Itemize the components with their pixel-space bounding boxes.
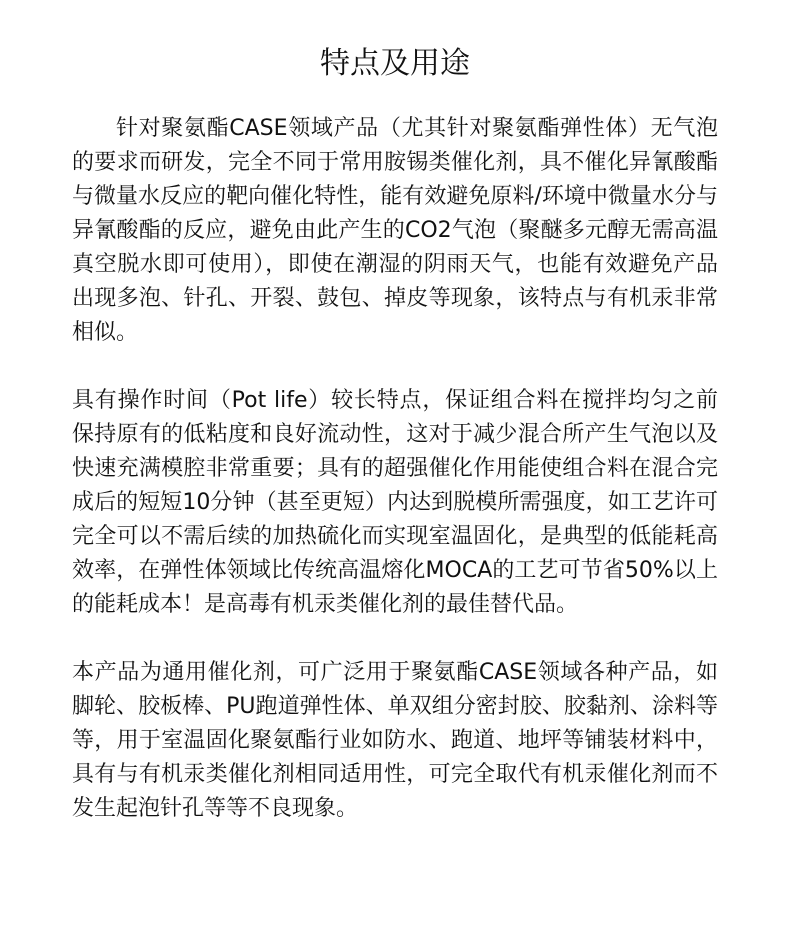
paragraph-bubble-free-feature: 针对聚氨酯CASE领域产品（尤其针对聚氨酯弹性体）无气泡的要求而研发，完全不同于常用胺锡类催化剂，具不催化异氰酸酯与微量水反应的靶向催化特性，能有效避免原料/环境中微量水分与异氰酸酯的反应，避免由此产生的CO2气泡（聚醚多元醇无需高温真空脱水即可使用），即使在潮湿的阴雨天气，也能有效避免产品出现多泡、针孔、开裂、鼓包、掉皮等现象，该特点与有机汞非常相似。 xyxy=(72,116,718,345)
page-title: 特点及用途 xyxy=(320,46,470,81)
paragraph-applications: 本产品为通用催化剂，可广泛用于聚氨酯CASE领域各种产品，如脚轮、胶板棒、PU跑道弹性体、单双组分密封胶、胶黏剂、涂料等等，用于室温固化聚氨酯行业如防水、跑道、地坪等铺装材料中，具有与有机汞类催化剂相同适用性，可完全取代有机汞催化剂而不发生起泡针孔等等不良现象。 xyxy=(72,660,718,821)
paragraph-pot-life-feature: 具有操作时间（Pot life）较长特点，保证组合料在搅拌均匀之前保持原有的低粘度和良好流动性，这对于减少混合所产生气泡以及快速充满模腔非常重要；具有的超强催化作用能使组合料在混合完成后的短短10分钟（甚至更短）内达到脱模所需强度，如工艺许可完全可以不需后续的加热硫化而实现室温固化，是典型的低能耗高效率，在弹性体领域比传统高温熔化MOCA的工艺可节省50%以上的能耗成本！是高毒有机汞类催化剂的最佳替代品。 xyxy=(72,388,718,617)
